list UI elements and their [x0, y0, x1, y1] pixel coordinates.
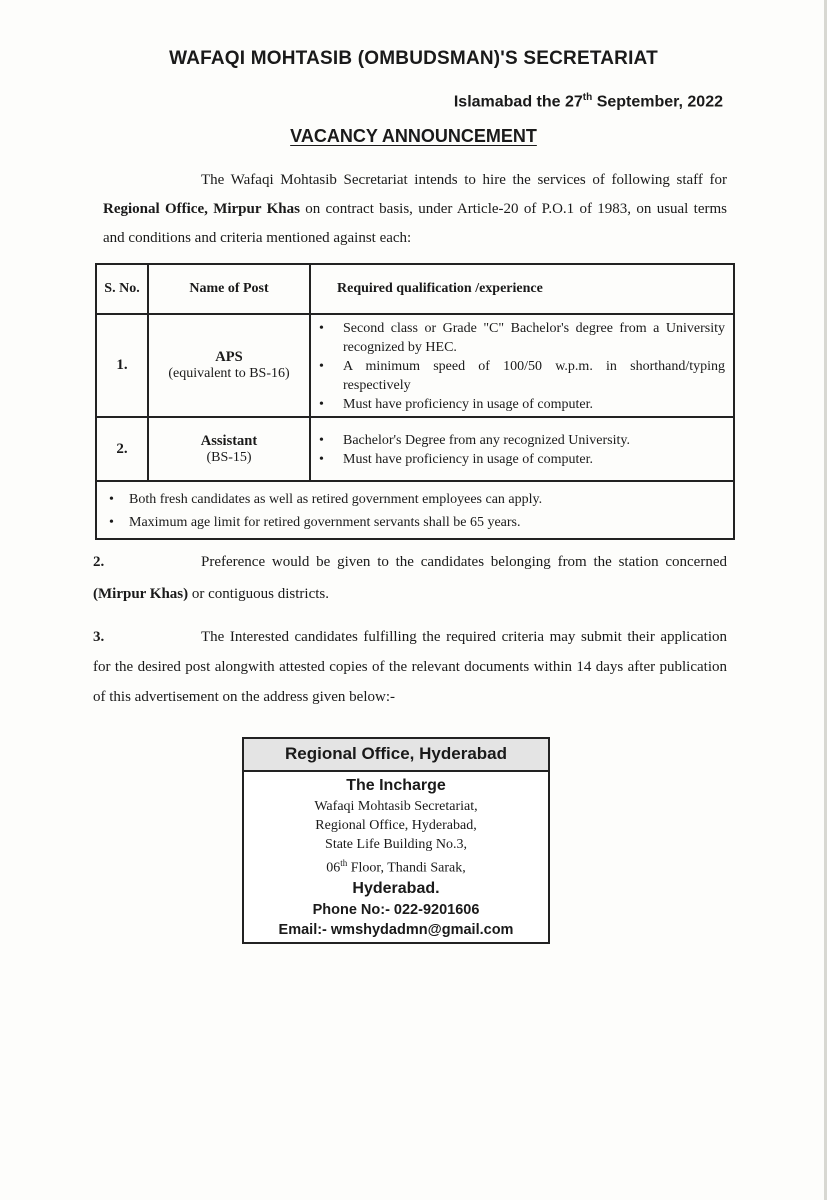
address-email: Email:- wmshydadmn@gmail.com — [278, 921, 514, 938]
table-row — [96, 417, 734, 481]
qualification-item: • Must have proficiency in usage of computer. — [343, 395, 725, 414]
paragraph-3 — [93, 622, 727, 712]
address-body — [244, 772, 548, 942]
announcement-heading — [0, 126, 827, 147]
intro-part2: on contract basis, under Article-20 of P.O.1 of 1983, on usual terms and conditions and criteria mentioned against each: — [103, 201, 727, 246]
para2-part1: Preference would be given to the candidates belonging from the station concerned — [201, 554, 727, 570]
row-sno: 1. — [96, 314, 148, 417]
address-line — [244, 854, 548, 878]
table-header-row — [96, 264, 734, 314]
floor-rest: Floor, Thandi Sarak, — [347, 860, 466, 876]
address-line: Wafaqi Mohtasib Secretariat, — [314, 799, 478, 814]
note-item: • Maximum age limit for retired government servants shall be 65 years. — [129, 511, 725, 534]
row-post — [148, 417, 310, 481]
qualification-item: • Must have proficiency in usage of computer. — [343, 450, 725, 469]
qualification-list — [311, 315, 733, 416]
paragraph-number: 3. — [93, 629, 105, 645]
qualification-item: • Second class or Grade "C" Bachelor's degree from a University recognized by HEC. — [343, 319, 725, 357]
intro-paragraph — [103, 166, 727, 253]
address-heading: Regional Office, Hyderabad — [244, 739, 548, 772]
date-suffix: th — [582, 92, 593, 103]
post-grade: (BS-15) — [206, 449, 252, 465]
post-name: Assistant — [200, 432, 258, 449]
header-post: Name of Post — [148, 264, 310, 314]
date-rest: September, 2022 — [592, 93, 723, 111]
address-line: State Life Building No.3, — [325, 837, 467, 852]
header-sno: S. No. — [96, 264, 148, 314]
para2-part2: or contiguous districts. — [188, 586, 329, 602]
address-city: Hyderabad. — [352, 879, 440, 897]
post-grade: (equivalent to BS-16) — [168, 366, 290, 381]
address-box — [242, 737, 550, 944]
vacancy-table — [95, 263, 735, 540]
row-sno: 2. — [96, 417, 148, 481]
row-qualifications — [310, 417, 734, 481]
table-row — [96, 314, 734, 417]
announcement-heading-text: VACANCY ANNOUNCEMENT — [290, 126, 537, 146]
qualification-item: • A minimum speed of 100/50 w.p.m. in shorthand/typing respectively — [343, 357, 725, 395]
qualification-item: • Bachelor's Degree from any recognized University. — [343, 431, 725, 450]
floor-number: 06 — [326, 860, 341, 876]
address-line: Regional Office, Hyderabad, — [315, 818, 477, 833]
date-prefix: Islamabad the 27 — [453, 93, 583, 111]
header-qualification: Required qualification /experience — [310, 264, 734, 314]
row-qualifications — [310, 314, 734, 417]
row-post — [148, 314, 310, 417]
intro-office: Regional Office, Mirpur Khas — [103, 201, 300, 217]
table-notes — [96, 481, 734, 539]
paragraph-number: 2. — [93, 554, 105, 570]
para3-text: The Interested candidates fulfilling the required criteria may submit their application for the desired post alongwith attested copies of the relevant documents within 14 days after publication of this advertisement on the address given below:- — [93, 629, 727, 705]
date-line — [454, 92, 723, 111]
organization-title: WAFAQI MOHTASIB (OMBUDSMAN)'S SECRETARIAT — [169, 48, 658, 69]
notes-list — [105, 488, 725, 534]
floor-suffix: th — [340, 858, 348, 868]
paragraph-2 — [93, 546, 727, 610]
post-name: APS — [215, 349, 243, 365]
para2-station: (Mirpur Khas) — [93, 586, 189, 602]
note-item: • Both fresh candidates as well as retired government employees can apply. — [129, 488, 725, 511]
address-incharge: The Incharge — [346, 777, 446, 794]
table-notes-row — [96, 481, 734, 539]
intro-part1: The Wafaqi Mohtasib Secretariat intends to hire the services of following staff for — [201, 172, 727, 188]
qualification-list — [311, 427, 733, 471]
address-phone: Phone No:- 022-9201606 — [312, 901, 480, 918]
